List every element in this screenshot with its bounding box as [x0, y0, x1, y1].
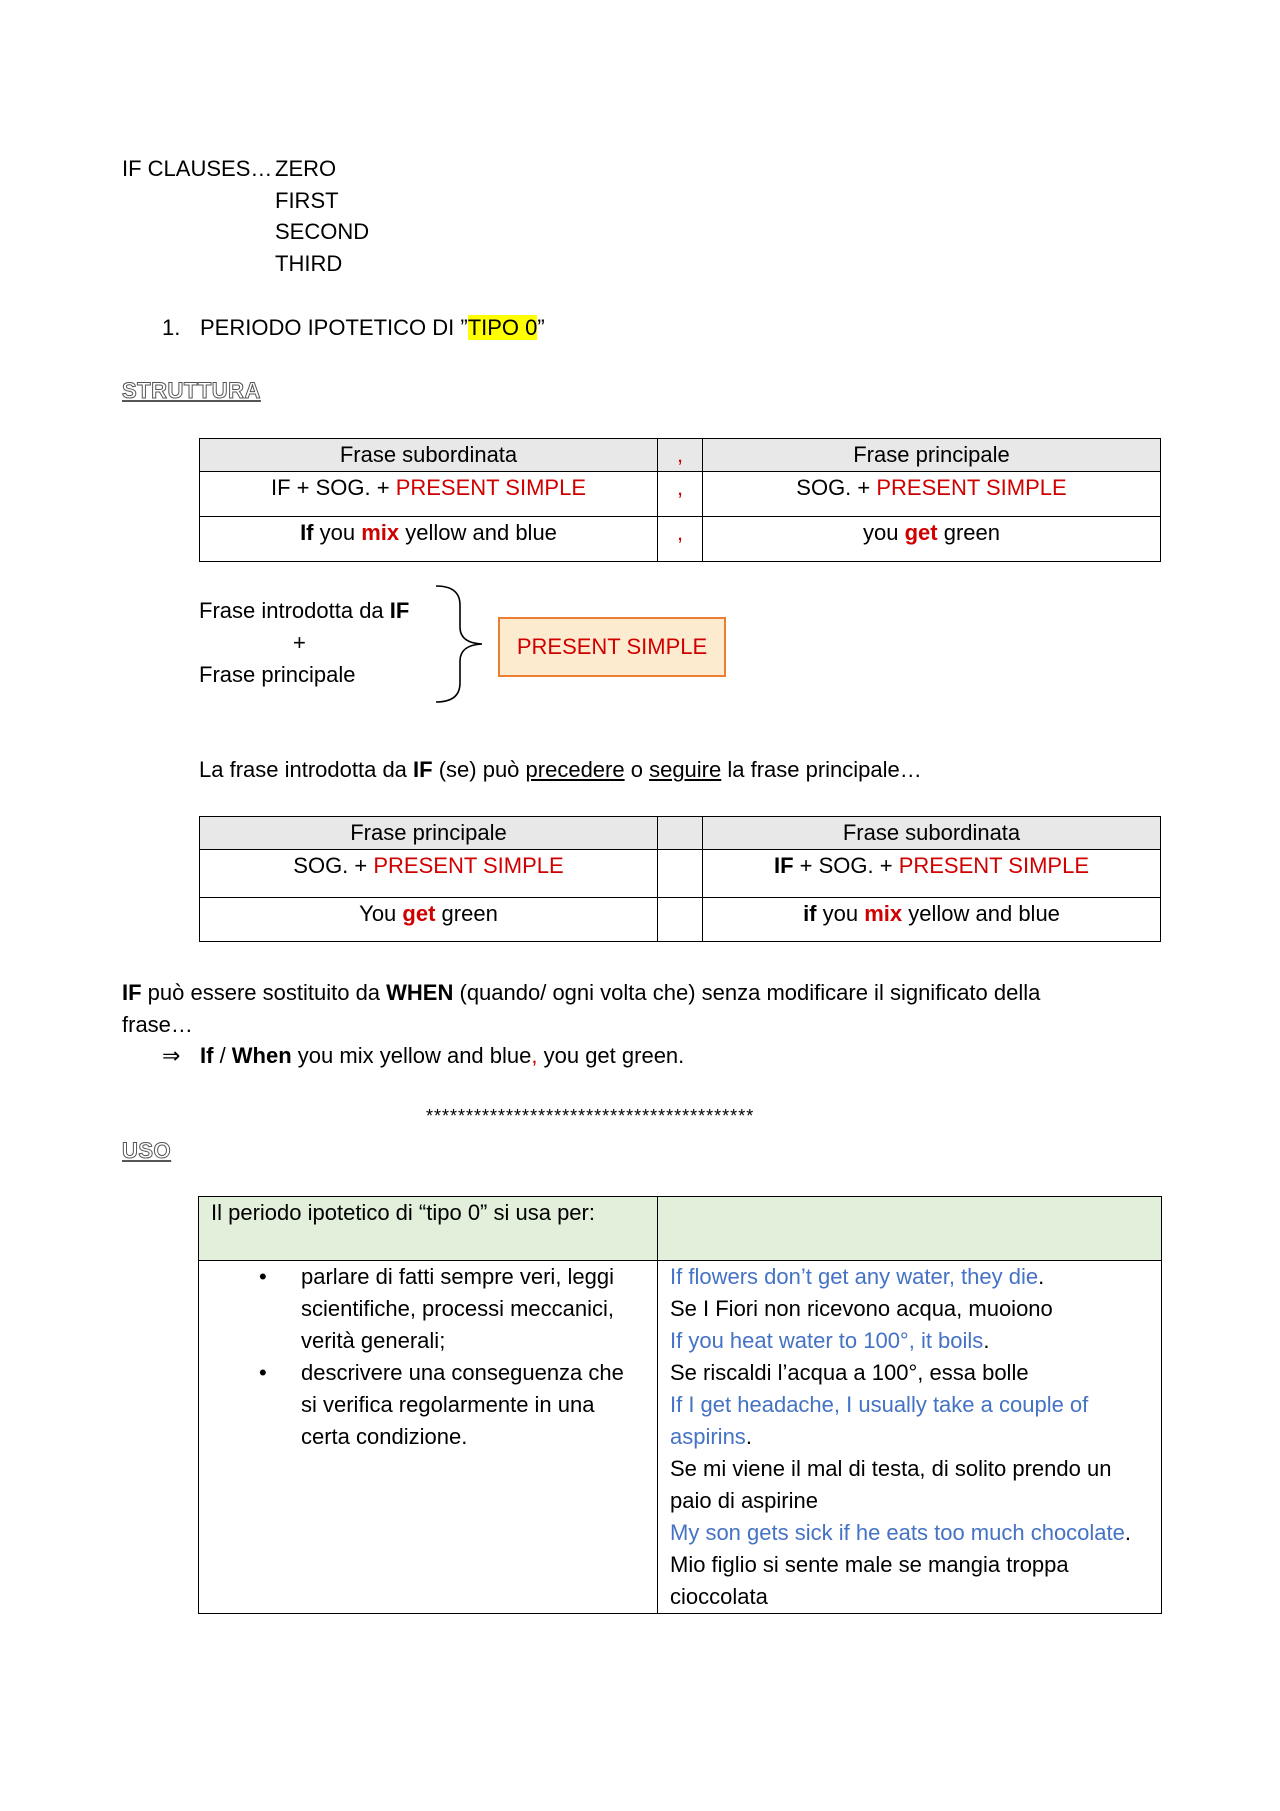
- example-it: Mio figlio si sente male se mangia troppa cioccolata: [670, 1552, 1069, 1609]
- cell-sog-present: SOG. + PRESENT SIMPLE: [200, 850, 658, 898]
- example-it: Se riscaldi l’acqua a 100°, essa bolle: [670, 1360, 1029, 1385]
- header-comma: ,: [658, 439, 703, 472]
- type-zero: ZERO: [275, 156, 337, 181]
- structure-table-main-first: [199, 816, 1161, 942]
- when-note: IF può essere sostituito da WHEN (quando/ ogni volta che) senza modificare il significato della: [122, 980, 1041, 1005]
- uso-header: Il periodo ipotetico di “tipo 0” si usa per:: [199, 1197, 658, 1261]
- structure-table-if-first: [199, 438, 1161, 562]
- type-first: FIRST: [275, 188, 339, 213]
- cell-comma: ,: [658, 517, 703, 562]
- stars-separator: *****************************************: [426, 1106, 755, 1126]
- cell-example-if: if you mix yellow and blue: [703, 898, 1161, 942]
- cell-if-sog-present: IF + SOG. + PRESENT SIMPLE: [200, 472, 658, 517]
- present-simple-box: PRESENT SIMPLE: [498, 617, 726, 677]
- cell-if-sog-present: IF + SOG. + PRESENT SIMPLE: [703, 850, 1161, 898]
- uso-table: [198, 1196, 1162, 1614]
- order-note: La frase introdotta da IF (se) può precedere o seguire la frase principale…: [199, 757, 922, 782]
- cell-example-if: If you mix yellow and blue: [200, 517, 658, 562]
- when-note-cont: frase…: [122, 1012, 193, 1037]
- header-frase-subordinata: Frase subordinata: [200, 439, 658, 472]
- brace-plus: +: [293, 630, 306, 655]
- cell-empty: [658, 898, 703, 942]
- when-example: If / When you mix yellow and blue, you get green.: [200, 1043, 685, 1068]
- uso-bullet: • descrivere una conseguenza che si verifica regolarmente in una certa condizione.: [301, 1357, 645, 1453]
- heading-number: 1.: [162, 315, 181, 340]
- curly-brace-icon: [432, 583, 488, 705]
- type-second: SECOND: [275, 219, 370, 244]
- cell-example-main: You get green: [200, 898, 658, 942]
- uso-bullets-cell: [199, 1261, 658, 1614]
- example-it: Se mi viene il mal di testa, di solito prendo un paio di aspirine: [670, 1456, 1112, 1513]
- example-it: Se I Fiori non ricevono acqua, muoiono: [670, 1296, 1053, 1321]
- cell-sog-present: SOG. + PRESENT SIMPLE: [703, 472, 1161, 517]
- uso-label: USO: [122, 1138, 172, 1163]
- struttura-label: STRUTTURA: [122, 378, 261, 403]
- header-frase-subordinata: Frase subordinata: [703, 817, 1161, 850]
- header-frase-principale: Frase principale: [200, 817, 658, 850]
- example-en: My son gets sick if he eats too much chocolate.: [670, 1520, 1132, 1545]
- example-en: If flowers don’t get any water, they die.: [670, 1264, 1045, 1289]
- header-empty: [658, 817, 703, 850]
- cell-example-main: you get green: [703, 517, 1161, 562]
- uso-examples-cell: [658, 1261, 1162, 1614]
- uso-header-empty: [658, 1197, 1162, 1261]
- example-en: If you heat water to 100°, it boils.: [670, 1328, 990, 1353]
- arrow-icon: ⇒: [162, 1043, 181, 1068]
- if-clauses-label: IF CLAUSES…: [122, 156, 273, 181]
- type-third: THIRD: [275, 251, 343, 276]
- uso-bullet: • parlare di fatti sempre veri, leggi scientifiche, processi meccanici, verità generali;: [301, 1261, 645, 1357]
- brace-line-if: Frase introdotta da IF: [199, 598, 410, 623]
- example-en: If I get headache, I usually take a couple of aspirins.: [670, 1392, 1089, 1449]
- cell-empty: [658, 850, 703, 898]
- header-frase-principale: Frase principale: [703, 439, 1161, 472]
- heading-periodo-tipo-0: PERIODO IPOTETICO DI ”TIPO 0”: [200, 315, 545, 340]
- cell-comma: ,: [658, 472, 703, 517]
- brace-line-main: Frase principale: [199, 662, 356, 687]
